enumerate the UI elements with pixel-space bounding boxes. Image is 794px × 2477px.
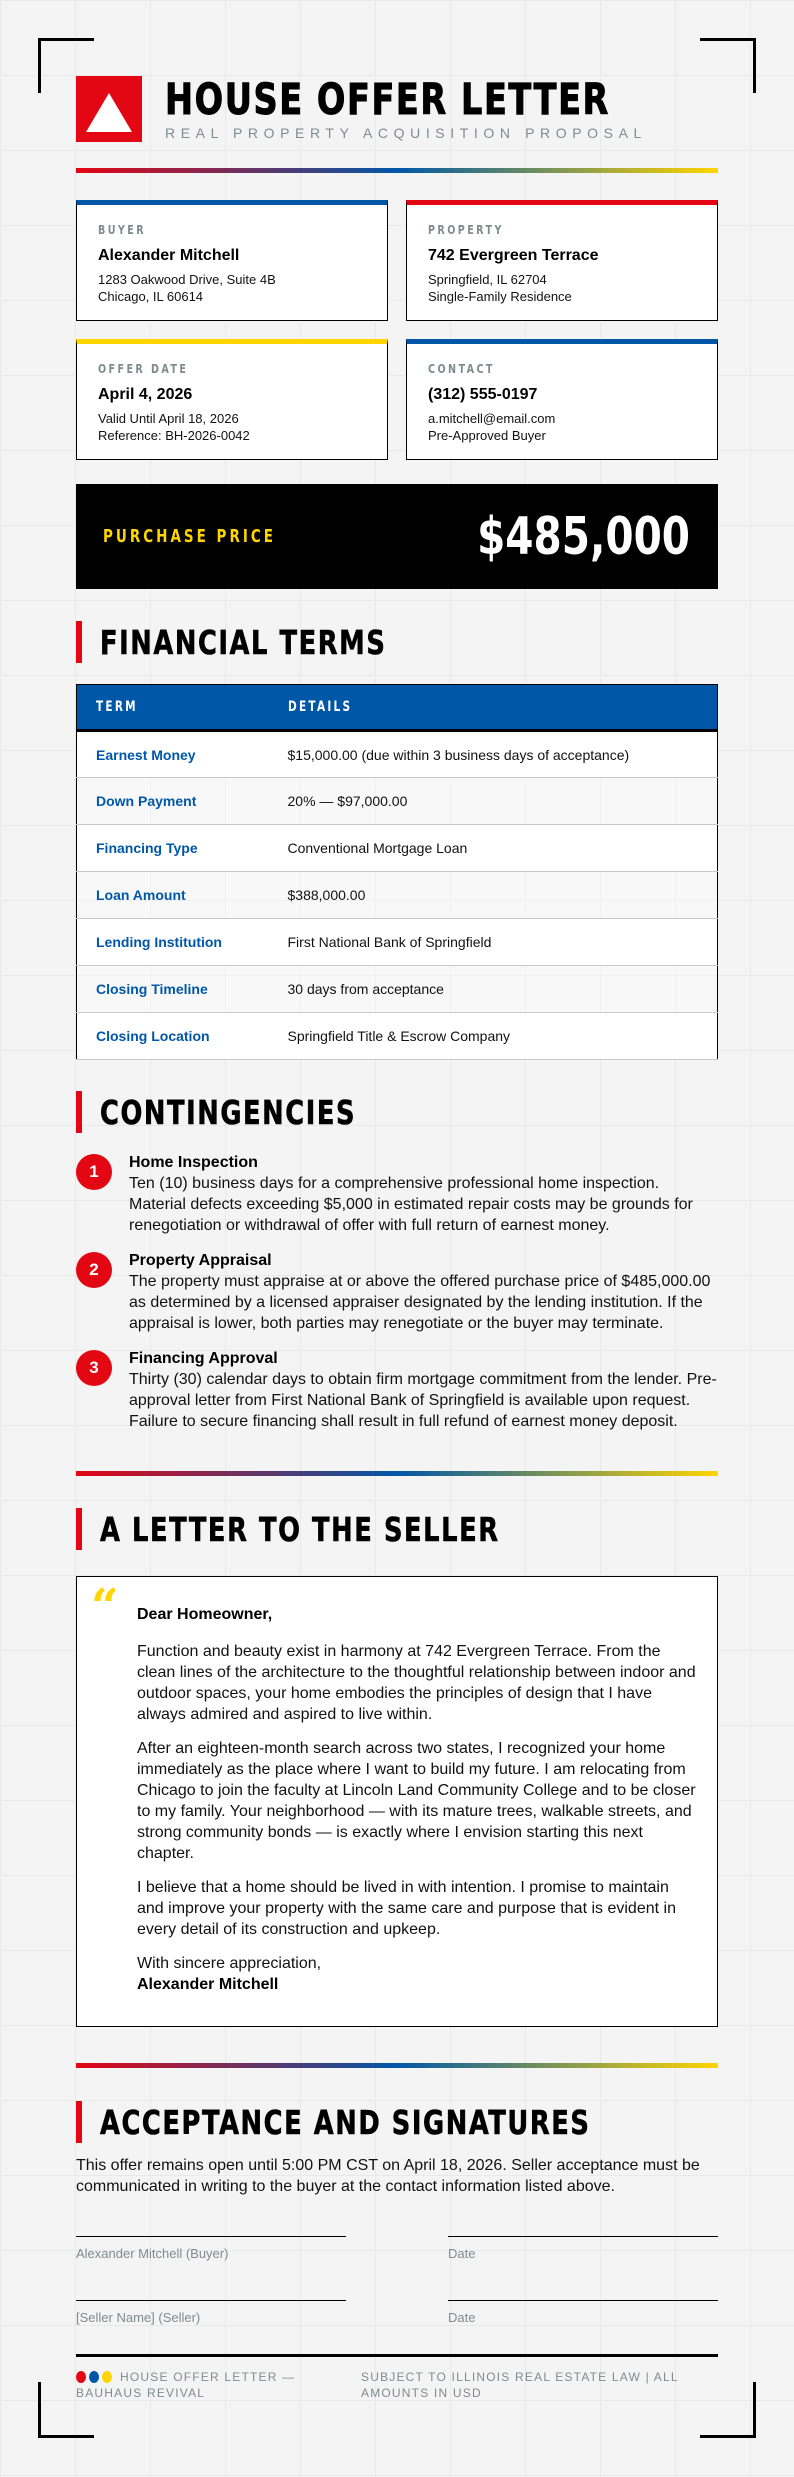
letter-heading xyxy=(76,1508,612,1550)
property-address: 742 Evergreen Terrace xyxy=(428,247,599,264)
term-cell: Financing Type xyxy=(77,825,269,872)
seller-signature-line[interactable] xyxy=(76,2300,346,2301)
contingency-title: Property Appraisal xyxy=(129,1252,272,1269)
heading-accent-bar xyxy=(76,621,82,663)
acceptance-heading xyxy=(76,2101,729,2143)
property-card xyxy=(406,200,718,321)
number-badge: 3 xyxy=(76,1350,112,1386)
detail-cell: 20% — $97,000.00 xyxy=(269,778,718,825)
table-row xyxy=(77,919,718,966)
card-label: PROPERTY xyxy=(428,223,504,237)
letter-signature: Alexander Mitchell xyxy=(137,1976,279,1993)
contingency-title: Financing Approval xyxy=(129,1350,278,1367)
seller-letter xyxy=(76,1576,718,2027)
letter-paragraph: After an eighteen-month search across two states, I recognized your home immediately as the place where I want to build my future. I am relocating from Chicago to join the faculty at Lincoln Land Community College and to be closer to my family. Your neighborhood — with its mature trees, walkable streets, and strong community bonds — is exactly where I envision starting this next chapter. xyxy=(137,1740,696,1862)
contact-card xyxy=(406,339,718,460)
triangle-logo-icon xyxy=(76,76,142,142)
seller-date-label: Date xyxy=(448,2310,476,2325)
seller-date-line[interactable] xyxy=(448,2300,718,2301)
contact-phone: (312) 555-0197 xyxy=(428,386,538,403)
table-row xyxy=(77,731,718,778)
contingency-text: Thirty (30) calendar days to obtain firm mortgage commitment from the lender. Pre-approval letter from First National Bank of Springfield is available upon request. Failure to secure financing shall result in full refund of earnest money deposit. xyxy=(129,1371,717,1430)
detail-cell: $15,000.00 (due within 3 business days of acceptance) xyxy=(269,731,718,778)
card-label: CONTACT xyxy=(428,362,495,376)
term-cell: Earnest Money xyxy=(77,731,269,778)
buyer-date-label: Date xyxy=(448,2246,476,2261)
gradient-divider xyxy=(76,1471,718,1476)
section-title: CONTINGENCIES xyxy=(100,1092,357,1132)
footer-right-text: SUBJECT TO ILLINOIS REAL ESTATE LAW | ALL AMOUNTS IN USD xyxy=(361,2370,679,2400)
table-row xyxy=(77,872,718,919)
document-subtitle: REAL PROPERTY ACQUISITION PROPOSAL xyxy=(165,125,647,141)
property-type: Single-Family Residence xyxy=(428,289,572,304)
footer-left-text: HOUSE OFFER LETTER — BAUHAUS REVIVAL xyxy=(76,2370,296,2400)
seller-signature-label: [Seller Name] (Seller) xyxy=(76,2310,201,2325)
acceptance-text: This offer remains open until 5:00 PM CST on April 18, 2026. Seller acceptance must be communicated in writing to the buyer at the contact information listed above. xyxy=(76,2157,700,2195)
purchase-price-value: $485,000 xyxy=(477,506,690,567)
buyer-address-line2: Chicago, IL 60614 xyxy=(98,289,204,304)
section-title: FINANCIAL TERMS xyxy=(100,622,387,662)
property-city: Springfield, IL 62704 xyxy=(428,272,547,287)
footer-left xyxy=(76,2369,346,2401)
term-cell: Lending Institution xyxy=(77,919,269,966)
detail-cell: First National Bank of Springfield xyxy=(269,919,718,966)
document-title: HOUSE OFFER LETTER xyxy=(165,75,610,125)
financial-terms-heading xyxy=(76,621,467,663)
heading-accent-bar xyxy=(76,2101,82,2143)
detail-cell: 30 days from acceptance xyxy=(269,966,718,1013)
section-title: ACCEPTANCE AND SIGNATURES xyxy=(100,2102,591,2142)
column-header-details: DETAILS xyxy=(269,685,718,731)
term-cell: Down Payment xyxy=(77,778,269,825)
term-cell: Closing Timeline xyxy=(77,966,269,1013)
number-badge: 2 xyxy=(76,1252,112,1288)
quote-icon: “ xyxy=(91,1579,119,1635)
card-label: OFFER DATE xyxy=(98,362,189,376)
buyer-status: Pre-Approved Buyer xyxy=(428,428,546,443)
detail-cell: Conventional Mortgage Loan xyxy=(269,825,718,872)
document-header xyxy=(76,76,735,142)
table-row xyxy=(77,825,718,872)
buyer-address-line1: 1283 Oakwood Drive, Suite 4B xyxy=(98,272,276,287)
heading-accent-bar xyxy=(76,1091,82,1133)
term-cell: Loan Amount xyxy=(77,872,269,919)
term-cell: Closing Location xyxy=(77,1013,269,1060)
letter-closing: With sincere appreciation, xyxy=(137,1955,322,1972)
contingencies-heading xyxy=(76,1091,428,1133)
contingency-text: Ten (10) business days for a comprehensive professional home inspection. Material defects exceeding $5,000 in estimated repair costs may be grounds for renegotiation or withdrawal of offer with full return of earnest money. xyxy=(129,1175,693,1234)
number-badge: 1 xyxy=(76,1154,112,1190)
offer-date-card xyxy=(76,339,388,460)
valid-until: Valid Until April 18, 2026 xyxy=(98,411,239,426)
buyer-signature-label: Alexander Mitchell (Buyer) xyxy=(76,2246,229,2261)
gradient-divider xyxy=(76,2063,718,2068)
financial-terms-table xyxy=(76,684,718,1060)
letter-greeting: Dear Homeowner, xyxy=(137,1606,273,1623)
buyer-signature-line[interactable] xyxy=(76,2236,346,2237)
footer-rule xyxy=(76,2354,718,2357)
letter-paragraph: I believe that a home should be lived in with intention. I promise to maintain and improve your property with the same care and purpose that is evident in every detail of its construction and upkeep. xyxy=(137,1879,676,1938)
card-label: BUYER xyxy=(98,223,147,237)
buyer-name: Alexander Mitchell xyxy=(98,247,240,264)
table-row xyxy=(77,778,718,825)
detail-cell: $388,000.00 xyxy=(269,872,718,919)
section-title: A LETTER TO THE SELLER xyxy=(100,1509,500,1549)
contingency-text: The property must appraise at or above the offered purchase price of $485,000.00 as determined by a licensed appraiser designated by the lending institution. If the appraisal is lower, both parties may renegotiate or the buyer may terminate. xyxy=(129,1273,711,1332)
buyer-card xyxy=(76,200,388,321)
buyer-date-line[interactable] xyxy=(448,2236,718,2237)
heading-accent-bar xyxy=(76,1508,82,1550)
purchase-price-label: PURCHASE PRICE xyxy=(103,526,276,547)
contingency-item xyxy=(76,1349,718,1432)
offer-date: April 4, 2026 xyxy=(98,386,193,403)
contingency-title: Home Inspection xyxy=(129,1154,258,1171)
table-row xyxy=(77,966,718,1013)
contingency-item xyxy=(76,1251,718,1334)
purchase-price-banner xyxy=(76,484,718,589)
table-row xyxy=(77,1013,718,1060)
column-header-term: TERM xyxy=(77,685,269,731)
gradient-divider xyxy=(76,168,718,173)
red-dot-icon xyxy=(76,2371,86,2383)
reference-number: Reference: BH-2026-0042 xyxy=(98,428,250,443)
detail-cell: Springfield Title & Escrow Company xyxy=(269,1013,718,1060)
yellow-dot-icon xyxy=(102,2371,112,2383)
letter-paragraph: Function and beauty exist in harmony at 742 Evergreen Terrace. From the clean lines of the architecture to the thoughtful relationship between indoor and outdoor spaces, your home embodies the principles of design that I have always admired and aspired to live within. xyxy=(137,1643,696,1723)
table-header-row xyxy=(77,685,718,731)
blue-dot-icon xyxy=(89,2371,99,2383)
contingency-item xyxy=(76,1153,718,1236)
contact-email: a.mitchell@email.com xyxy=(428,411,556,426)
